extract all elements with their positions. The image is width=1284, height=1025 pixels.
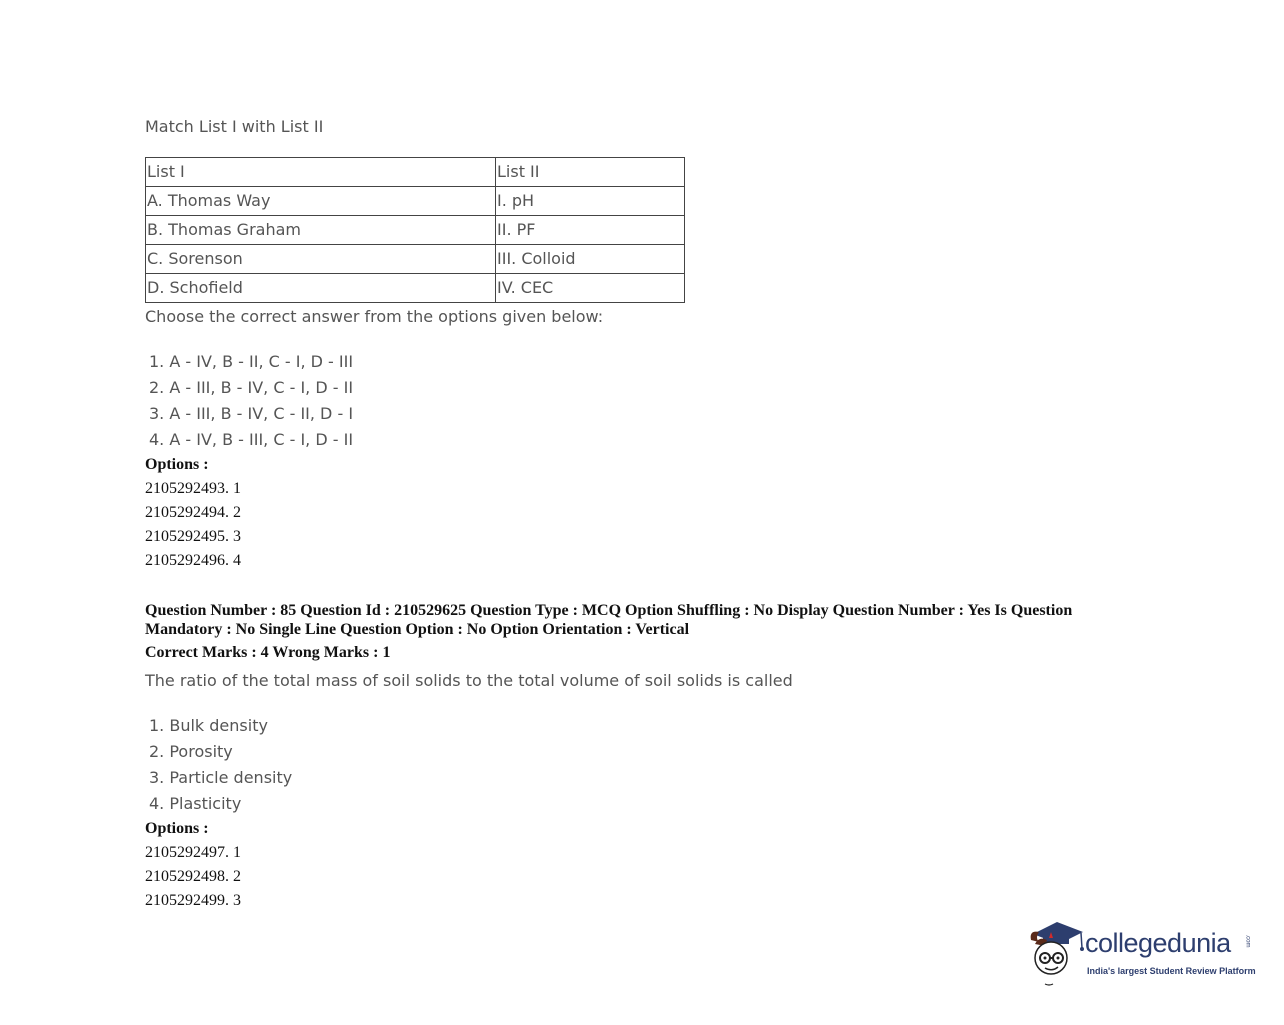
list-item: 4. A - IV, B - III, C - I, D - II xyxy=(149,430,354,449)
table-cell: A. Thomas Way xyxy=(146,187,496,216)
question-intro: Match List I with List II xyxy=(145,117,324,136)
list-item: 4. Plasticity xyxy=(149,794,242,813)
table-header-row xyxy=(146,158,685,187)
logo-tagline: India's largest Student Review Platform xyxy=(1087,966,1256,976)
instruction-text: Choose the correct answer from the options given below: xyxy=(145,307,604,326)
question-text: The ratio of the total mass of soil solids to the total volume of soil solids is called xyxy=(145,671,793,690)
table-row xyxy=(146,245,685,274)
question-meta-line: Mandatory : No Single Line Question Option : No Option Orientation : Vertical xyxy=(145,621,690,638)
table-cell: IV. CEC xyxy=(496,274,685,303)
logo-wordmark: collegedunia xyxy=(1085,928,1231,958)
option-id: 2105292494. 2 xyxy=(145,504,241,521)
table-cell: D. Schofield xyxy=(146,274,496,303)
question-meta-line: Question Number : 85 Question Id : 210529625 Question Type : MCQ Option Shuffling : No Display Question Number : Yes Is Question xyxy=(145,602,1073,619)
table-header-cell: List II xyxy=(496,158,685,187)
table-cell: C. Sorenson xyxy=(146,245,496,274)
table-header-cell: List I xyxy=(146,158,496,187)
option-id: 2105292497. 1 xyxy=(145,844,241,861)
option-id: 2105292496. 4 xyxy=(145,552,241,569)
table-cell: II. PF xyxy=(496,216,685,245)
option-id: 2105292499. 3 xyxy=(145,892,241,909)
table-cell: I. pH xyxy=(496,187,685,216)
list-item: 2. Porosity xyxy=(149,742,233,761)
table-cell: III. Colloid xyxy=(496,245,685,274)
list-item: 1. Bulk density xyxy=(149,716,268,735)
list-item: 3. Particle density xyxy=(149,768,293,787)
question-meta xyxy=(145,601,1155,639)
list-item: 3. A - III, B - IV, C - II, D - I xyxy=(149,404,354,423)
option-id: 2105292493. 1 xyxy=(145,480,241,497)
option-id: 2105292495. 3 xyxy=(145,528,241,545)
table-row xyxy=(146,274,685,303)
choice-list xyxy=(149,713,1155,817)
collegedunia-logo xyxy=(1025,918,1255,988)
table-cell: B. Thomas Graham xyxy=(146,216,496,245)
options-label: Options : xyxy=(145,820,209,837)
options-label: Options : xyxy=(145,456,209,473)
mascot-icon xyxy=(1025,918,1085,988)
logo-suffix: .com xyxy=(1244,934,1251,948)
list-item: 1. A - IV, B - II, C - I, D - III xyxy=(149,352,354,371)
list-item: 2. A - III, B - IV, C - I, D - II xyxy=(149,378,354,397)
option-id: 2105292498. 2 xyxy=(145,868,241,885)
table-row xyxy=(146,216,685,245)
question-marks: Correct Marks : 4 Wrong Marks : 1 xyxy=(145,644,391,661)
match-table xyxy=(145,157,685,303)
table-row xyxy=(146,187,685,216)
document-page xyxy=(145,112,1155,913)
choice-list xyxy=(149,349,1155,453)
